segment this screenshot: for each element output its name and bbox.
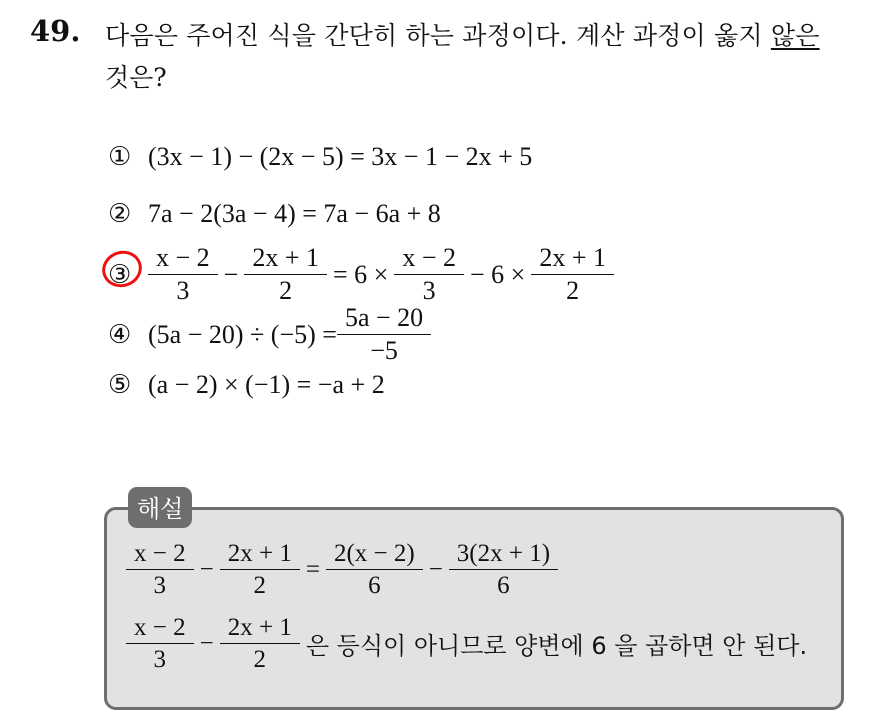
question-text-underlined: 않은 — [770, 21, 820, 50]
fraction-denominator: −5 — [337, 334, 431, 365]
fraction-denominator: 2 — [531, 274, 614, 305]
option-marker-1: ① — [108, 142, 132, 172]
fraction-numerator: x − 2 — [134, 614, 186, 641]
fraction-denominator: 3 — [126, 569, 194, 599]
operator: − — [199, 629, 214, 657]
fraction-denominator: 3 — [126, 643, 194, 673]
option-5-expression: (a − 2) × (−1) = −a + 2 — [148, 370, 385, 399]
fraction — [152, 244, 214, 305]
fraction-denominator: 2 — [220, 569, 300, 599]
fraction — [248, 244, 323, 305]
fraction — [535, 244, 610, 305]
fraction — [398, 244, 460, 305]
explanation-box — [104, 507, 844, 710]
option-2[interactable] — [108, 199, 441, 229]
question-text-line1 — [105, 16, 820, 52]
fraction-denominator: 2 — [220, 643, 300, 673]
question-number: 49. — [30, 14, 81, 48]
operator: − — [199, 555, 214, 583]
operator: − — [223, 259, 239, 289]
option-1[interactable] — [108, 142, 532, 172]
fraction-numerator: x − 2 — [134, 540, 186, 567]
fraction-numerator: 2x + 1 — [227, 540, 292, 567]
option-1-expression: (3x − 1) − (2x − 5) = 3x − 1 − 2x + 5 — [148, 142, 533, 171]
fraction-denominator: 2 — [244, 274, 327, 305]
question-text-main: 다음은 주어진 식을 간단히 하는 과정이다. 계산 과정이 옳지 — [105, 21, 771, 50]
option-marker-3: ③ — [108, 259, 132, 290]
fraction — [224, 540, 296, 599]
fraction — [130, 540, 190, 599]
option-4-lhs: (5a − 20) ÷ (−5) = — [148, 319, 337, 349]
option-marker-4: ④ — [108, 319, 132, 350]
operator: − — [428, 555, 443, 583]
explanation-text: 은 등식이 아니므로 양변에 6 을 곱하면 안 된다. — [305, 632, 808, 660]
fraction-denominator: 6 — [326, 569, 423, 599]
option-marker-5: ⑤ — [108, 370, 132, 400]
fraction-numerator: 2x + 1 — [252, 243, 320, 272]
option-2-expression: 7a − 2(3a − 4) = 7a − 6a + 8 — [148, 199, 441, 228]
option-5[interactable] — [108, 370, 385, 400]
fraction-numerator: 2x + 1 — [227, 614, 292, 641]
fraction-denominator: 3 — [394, 274, 464, 305]
fraction — [224, 614, 296, 673]
fraction-numerator: 2x + 1 — [539, 243, 607, 272]
fraction-numerator: x − 2 — [402, 243, 457, 272]
explanation-line-1 — [126, 540, 558, 599]
fraction-numerator: 2(x − 2) — [333, 540, 415, 567]
fraction — [341, 304, 427, 365]
fraction — [330, 540, 419, 599]
option-marker-2: ② — [108, 199, 132, 229]
fraction-numerator: 3(2x + 1) — [456, 540, 551, 567]
operator: − 6 × — [470, 259, 526, 289]
operator: = — [305, 555, 320, 583]
explanation-tag: 해설 — [128, 487, 192, 528]
fraction — [130, 614, 190, 673]
fraction-numerator: x − 2 — [156, 243, 210, 272]
fraction-denominator: 3 — [148, 274, 218, 305]
option-4[interactable] — [108, 304, 431, 365]
option-3[interactable] — [108, 244, 614, 305]
explanation-line-2 — [126, 614, 807, 673]
fraction — [453, 540, 554, 599]
question-text-line2: 것은? — [105, 63, 167, 92]
fraction-denominator: 6 — [449, 569, 558, 599]
fraction-numerator: 5a − 20 — [344, 303, 424, 332]
operator: = 6 × — [333, 259, 389, 289]
